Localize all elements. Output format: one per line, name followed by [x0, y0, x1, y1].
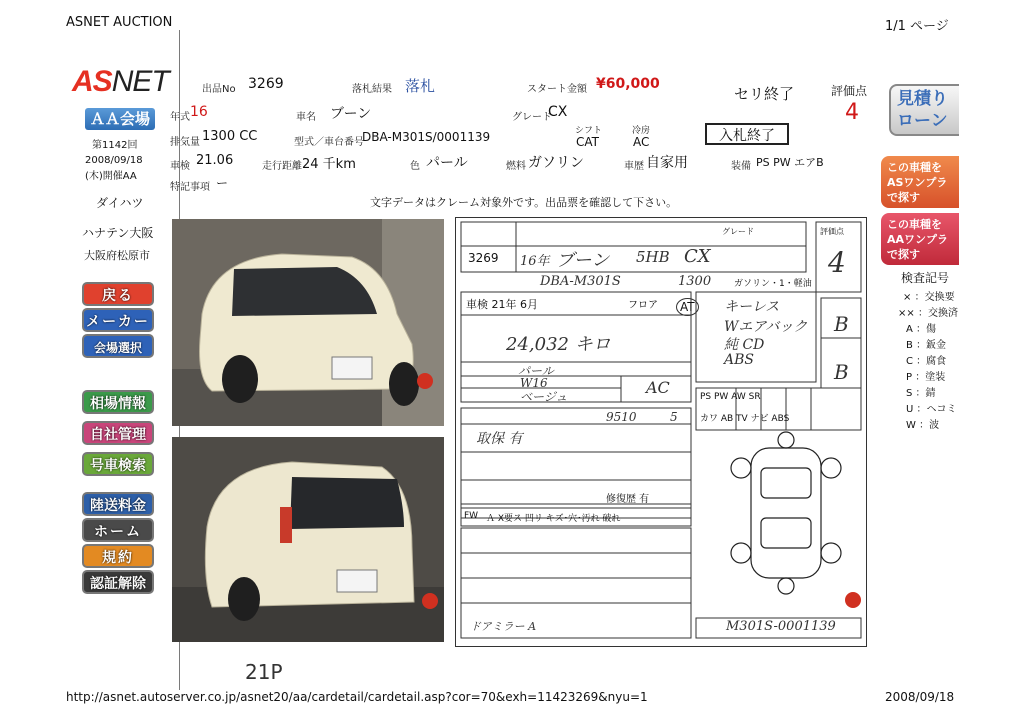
trim-value: CX — [548, 104, 568, 120]
result-label: 落札結果 — [352, 84, 392, 95]
car-name: ブーン — [330, 106, 372, 122]
back-button[interactable]: 戻る — [82, 282, 154, 306]
grade-value: 4 — [845, 100, 859, 125]
venue-location: 大阪府松原市 — [84, 249, 150, 262]
color-value: パール — [426, 155, 468, 171]
grade-label: 評価点 — [831, 84, 868, 98]
shift-label: シフト — [575, 126, 603, 136]
sheet-rate-heading: 評価点 — [820, 227, 844, 236]
auction-sheet[interactable] — [455, 217, 867, 647]
color-label: 色 — [410, 161, 420, 172]
sheet-recycle-fee: 9510 — [606, 410, 637, 424]
session-day: (木)開催AA — [85, 171, 137, 182]
result-value: 落札 — [405, 77, 436, 95]
legend-item: × ：交換要 — [903, 292, 955, 303]
sheet-color-code: W16 — [520, 376, 548, 390]
legend-item: A ：傷 — [906, 324, 937, 335]
sheet-fw-note: Ａ X要ス 凹リ キズ･穴･汚れ 破れ — [486, 514, 621, 524]
car-photo-front[interactable] — [172, 219, 444, 426]
model-value: DBA-M301S/0001139 — [362, 130, 491, 144]
sheet-recycle-5: 5 — [670, 410, 678, 424]
ac-value: AC — [633, 135, 650, 149]
venue-name: ハナテン大阪 — [82, 226, 154, 240]
shift-value: CAT — [576, 135, 599, 149]
sheet-color: パール — [518, 364, 554, 378]
sheet-equip-airbag: Wエアバック — [724, 319, 808, 335]
session-date: 2008/09/18 — [85, 155, 143, 166]
lot-search-button[interactable]: 号車検索 — [82, 452, 154, 476]
logo-net: NET — [111, 65, 169, 98]
model-label: 型式／車台番号 — [294, 137, 364, 148]
start-price-label: スタート金額 — [527, 84, 587, 95]
legend-item: U ：ヘコミ — [906, 404, 957, 415]
logo-as: AS — [72, 65, 112, 98]
legend-title: 検査記号 — [901, 271, 950, 285]
legend-item: S ：錆 — [906, 388, 936, 399]
legend-item: W ：波 — [906, 420, 940, 431]
estimate-loan-button[interactable]: 見積り ローン — [889, 84, 959, 136]
sheet-equip-keyless: キーレス — [724, 299, 780, 315]
sheet-fw: FW — [464, 511, 479, 521]
displacement-value: 1300 CC — [202, 129, 258, 144]
legend-item: B ：鈑金 — [906, 340, 947, 351]
sheet-tv-navi: カワ AB TV ナビ ABS — [700, 414, 790, 424]
asnet-logo[interactable] — [72, 65, 169, 99]
sheet-at: AT — [676, 298, 699, 316]
car-front-image — [172, 219, 444, 426]
shipping-fee-button[interactable]: 陸送料金 — [82, 492, 154, 516]
history-label: 車歴 — [624, 161, 644, 172]
sheet-repair-history: 修復歴 有 — [606, 494, 650, 505]
notes-label: 特記事項 — [170, 182, 210, 193]
print-date: 2008/09/18 — [885, 690, 955, 704]
auction-status: セリ終了 — [734, 85, 795, 103]
sheet-trim: CX — [684, 246, 711, 267]
history-value: 自家用 — [646, 155, 688, 171]
bid-status-box: 入札終了 — [705, 123, 789, 145]
page-indicator: 1/1 ページ — [885, 19, 949, 34]
aa-wapula-button[interactable]: この車種を AAワンプラ で探す — [881, 213, 959, 265]
market-info-button[interactable]: 相場情報 — [82, 390, 154, 414]
sheet-lot-no: 3269 — [468, 251, 499, 265]
notes-value: ー — [216, 176, 229, 190]
handwritten-note: 21P — [245, 660, 283, 684]
inspection-label: 車検 — [170, 161, 190, 172]
legend-item: ×× ：交換済 — [898, 308, 958, 319]
mileage-label: 走行距離 — [262, 161, 302, 172]
car-photo-rear[interactable] — [172, 437, 444, 642]
as-wapula-button[interactable]: この車種を ASワンプラ で探す — [881, 156, 959, 208]
inspection-value: 21.06 — [196, 153, 234, 168]
equipment-value: PS PW エアB — [756, 156, 824, 169]
venue-select-button[interactable]: 会場選択 — [82, 334, 154, 358]
home-button[interactable]: ホーム — [82, 518, 154, 542]
sheet-floor: フロア — [628, 300, 658, 311]
sheet-interior-grade: B — [834, 312, 849, 336]
year-value: 16 — [190, 104, 208, 120]
sheet-body: 5HB — [636, 248, 670, 266]
equipment-label: 装備 — [731, 161, 751, 172]
aa-venue-badge: ＡＡ会場 — [85, 108, 155, 130]
sheet-car-name: ブーン — [556, 250, 610, 271]
lot-no: 3269 — [248, 76, 284, 92]
sheet-ac: AC — [646, 378, 670, 397]
sheet-displacement: 1300 — [678, 274, 712, 289]
legend-item: C ：腐食 — [906, 356, 947, 367]
sheet-inspection: 車検 21年 6月 — [466, 298, 538, 311]
sheet-mileage: 24,032 キロ — [506, 334, 611, 355]
car-rear-image — [172, 437, 444, 642]
site-title: ASNET AUCTION — [66, 15, 173, 30]
sheet-ps-pw: PS PW AW SR — [700, 392, 761, 402]
disclaimer-text: 文字データはクレーム対象外です。出品票を確認して下さい。 — [370, 196, 678, 209]
fuel-value: ガソリン — [528, 155, 584, 171]
displacement-label: 排気量 — [170, 137, 200, 148]
lot-no-label: 出品No — [202, 84, 236, 95]
sheet-equip-abs: ABS — [724, 352, 754, 368]
sheet-equip-cd: 純 CD — [724, 337, 765, 353]
sheet-interior-color: ベージュ — [520, 390, 568, 404]
trim-label: グレード — [512, 112, 552, 123]
ac-label: 冷房 — [632, 126, 651, 136]
legend-item: P ：塗装 — [906, 372, 946, 383]
sheet-exterior-grade: B — [834, 360, 849, 384]
sheet-frame-no: M301S-0001139 — [726, 619, 836, 634]
fuel-label: 燃料 — [506, 161, 526, 172]
maker-button[interactable]: メーカー — [82, 308, 154, 332]
company-manage-button[interactable]: 自社管理 — [82, 421, 154, 445]
sheet-grade-heading: グレード — [722, 227, 754, 236]
sheet-bottom-note: ドアミラー A — [470, 620, 537, 633]
sheet-fuel: ガソリン・1・軽油 — [734, 279, 812, 289]
page-url: http://asnet.autoserver.co.jp/asnet20/aa/cardetail/cardetail.asp?cor=70&exh=11423269&nyu=1 — [66, 690, 648, 704]
start-price: ¥60,000 — [596, 76, 660, 92]
mileage-value: 24 千km — [302, 157, 356, 172]
sheet-grade: 4 — [828, 246, 846, 279]
session-round: 第1142回 — [92, 140, 138, 151]
year-label: 年式 — [170, 112, 190, 123]
maker-name: ダイハツ — [96, 196, 144, 210]
car-name-label: 車名 — [296, 112, 316, 123]
rules-button[interactable]: 規約 — [82, 544, 154, 568]
sheet-record: 取保 有 — [476, 431, 523, 447]
auth-release-button[interactable]: 認証解除 — [82, 570, 154, 594]
sheet-model: DBA-M301S — [540, 274, 621, 289]
sheet-year: 16年 — [520, 254, 550, 269]
